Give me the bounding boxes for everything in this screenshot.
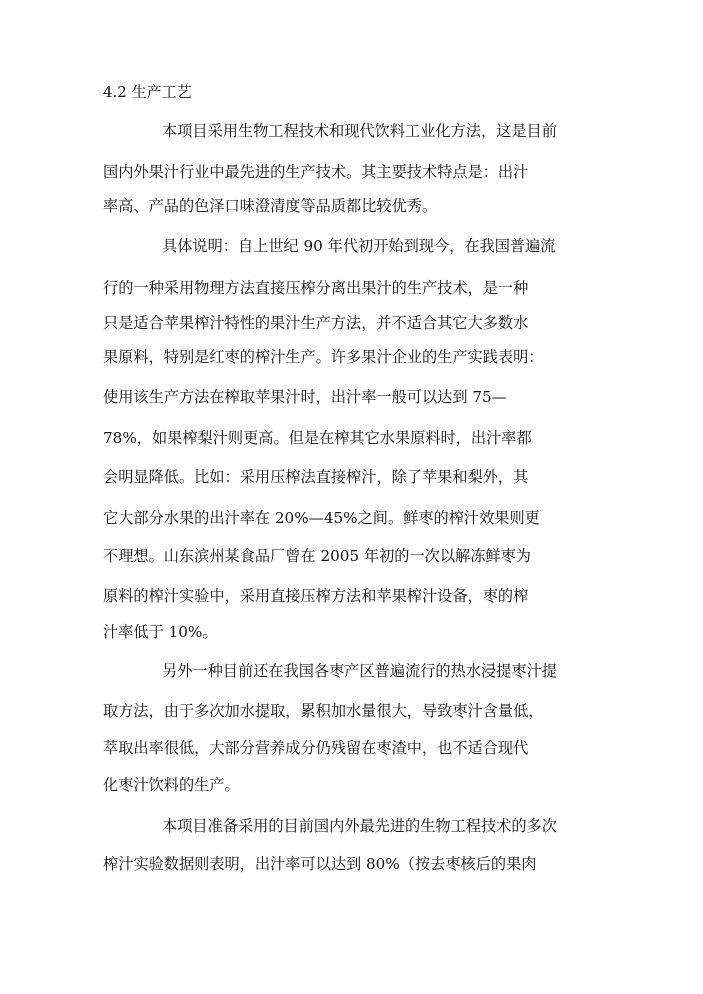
paragraph-line: 另外一种目前还在我国各枣产区普遍流行的热水浸提枣汁提 <box>162 662 557 680</box>
paragraph-line: 78%，如果榨梨汁则更高。但是在榨其它水果原料时，出汁率都 <box>103 429 532 447</box>
paragraph-line: 使用该生产方法在榨取苹果汁时，出汁率一般可以达到 75— <box>103 388 507 406</box>
paragraph-line: 会明显降低。比如：采用压榨法直接榨汁，除了苹果和梨外，其 <box>103 468 529 486</box>
paragraph-line: 原料的榨汁实验中，采用直接压榨方法和苹果榨汁设备，枣的榨 <box>103 587 529 605</box>
paragraph-line: 国内外果汁行业中最先进的生产技术。其主要技术特点是：出汁 <box>103 163 529 181</box>
paragraph-line: 本项目准备采用的目前国内外最先进的生物工程技术的多次 <box>162 817 557 835</box>
paragraph-line: 果原料，特别是红枣的榨汁生产。许多果汁企业的生产实践表明： <box>103 348 544 366</box>
paragraph-line: 只是适合苹果榨汁特性的果汁生产方法，并不适合其它大多数水 <box>103 314 529 332</box>
paragraph-line: 萃取出率很低，大部分营养成分仍残留在枣渣中，也不适合现代 <box>103 739 529 757</box>
paragraph-line: 汁率低于 10%。 <box>103 623 218 641</box>
section-heading: 4.2 生产工艺 <box>103 83 192 101</box>
paragraph-line: 它大部分水果的出汁率在 20%—45%之间。鲜枣的榨汁效果则更 <box>103 509 540 527</box>
paragraph-line: 本项目采用生物工程技术和现代饮料工业化方法，这是目前 <box>162 122 557 140</box>
paragraph-line: 榨汁实验数据则表明，出汁率可以达到 80%（按去枣核后的果肉 <box>103 855 537 873</box>
paragraph-line: 率高、产品的色泽口味澄清度等品质都比较优秀。 <box>103 197 438 215</box>
paragraph-line: 行的一种采用物理方法直接压榨分离出果汁的生产技术，是一种 <box>103 279 529 297</box>
paragraph-line: 化枣汁饮料的生产。 <box>103 776 240 794</box>
paragraph-line: 具体说明：自上世纪 90 年代初开始到现今，在我国普遍流 <box>162 237 556 255</box>
paragraph-line: 不理想。山东滨州某食品厂曾在 2005 年初的一次以解冻鲜枣为 <box>103 547 531 565</box>
paragraph-line: 取方法，由于多次加水提取，累积加水量很大，导致枣汁含量低， <box>103 702 544 720</box>
